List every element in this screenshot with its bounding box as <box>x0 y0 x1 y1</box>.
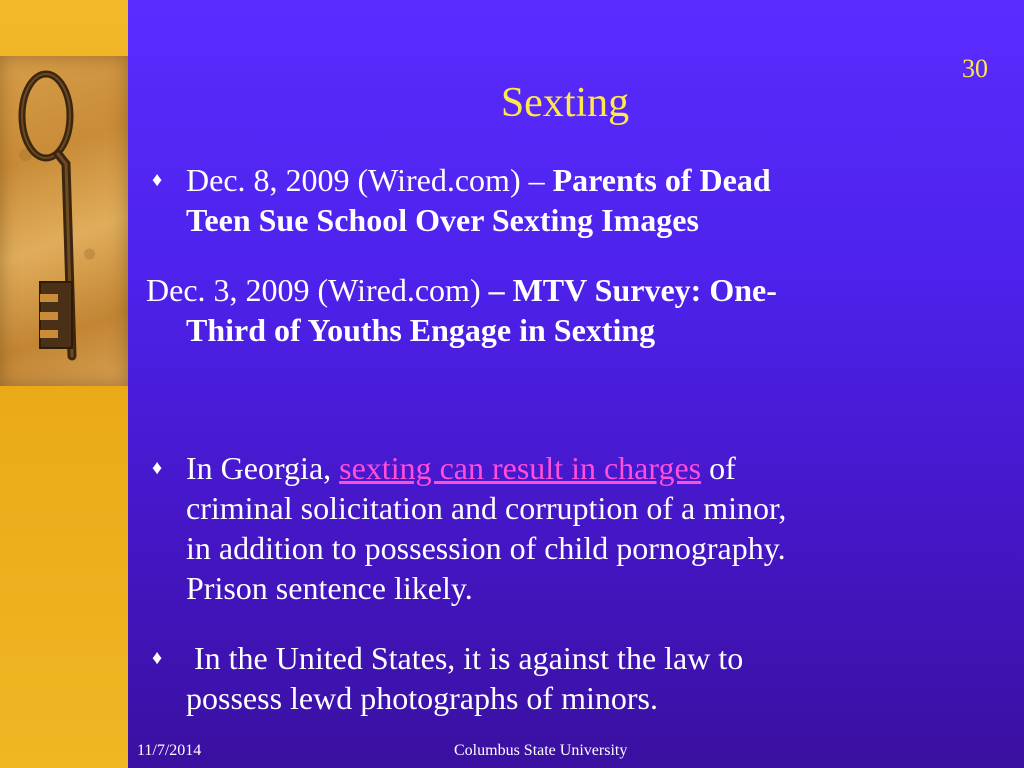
item-2-line-1 <box>146 270 777 310</box>
item-3-intro: In Georgia, <box>186 450 340 486</box>
diamond-bullet-icon: ♦ <box>152 169 163 191</box>
diamond-bullet-icon: ♦ <box>152 457 163 479</box>
sexting-charges-link[interactable]: sexting can result in charges <box>339 450 702 486</box>
item-3-line-3: in addition to possession of child pornography. <box>186 530 786 566</box>
item-1-headline-end: Teen Sue School Over Sexting Images <box>186 202 699 238</box>
item-3-line-2: criminal solicitation and corruption of a minor, <box>186 490 787 526</box>
diamond-bullet-icon: ♦ <box>152 647 163 669</box>
item-3-intro-tail: of <box>701 450 736 486</box>
item-2-headline-end: Third of Youths Engage in Sexting <box>186 312 656 348</box>
item-4-line-1: In the United States, it is against the law to <box>186 640 744 676</box>
key-photo <box>0 56 128 386</box>
footer-organization: Columbus State University <box>454 742 628 759</box>
slide-title: Sexting <box>500 80 630 126</box>
footer-date: 11/7/2014 <box>137 742 202 759</box>
item-3-line-1 <box>186 448 736 488</box>
slide-number: 30 <box>962 54 988 83</box>
bullet-item-1-line-1 <box>186 160 771 200</box>
item-2-source: Dec. 3, 2009 (Wired.com) <box>146 272 489 308</box>
key-icon <box>0 56 128 386</box>
item-2-headline-start: – MTV Survey: One- <box>488 272 777 308</box>
item-4-line-2: possess lewd photographs of minors. <box>186 680 658 716</box>
item-3-line-4: Prison sentence likely. <box>186 570 473 606</box>
item-1-source: Dec. 8, 2009 (Wired.com) – <box>186 162 553 198</box>
item-1-headline-start: Parents of Dead <box>552 162 771 198</box>
